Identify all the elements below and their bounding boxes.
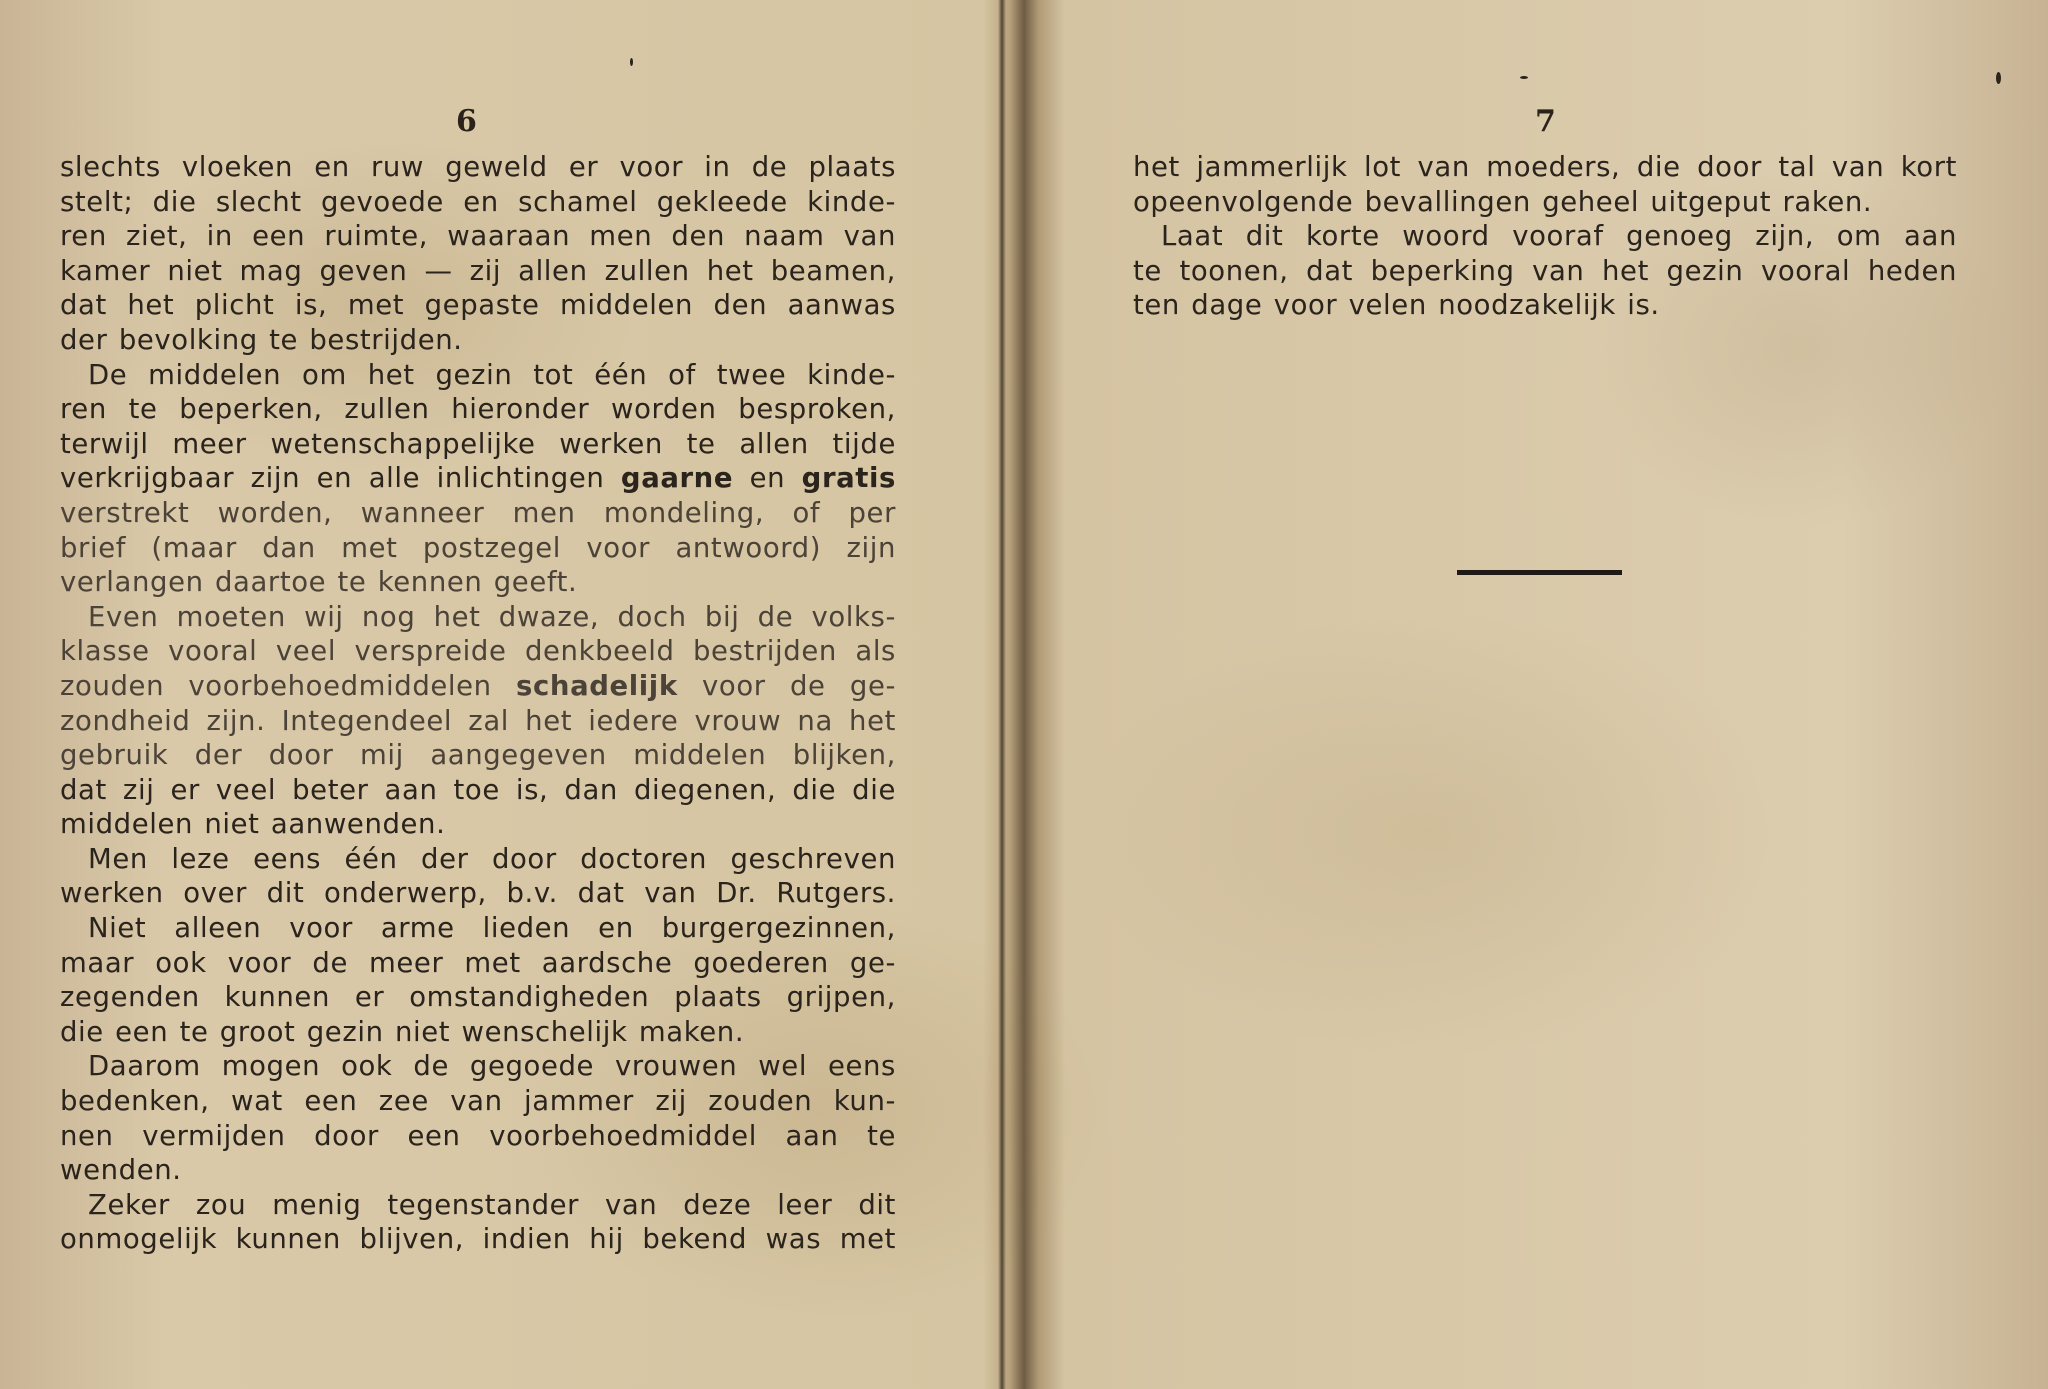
- text-line: [60, 600, 896, 635]
- text-line: [1133, 219, 1957, 254]
- text-line: [60, 946, 896, 981]
- text-line: [60, 392, 896, 427]
- text-line: [60, 565, 896, 600]
- text-segment: zegenden kunnen er omstandigheden plaats grijpen,: [60, 981, 896, 1014]
- text-segment: voor de ge-: [677, 669, 896, 702]
- text-segment: middelen niet aanwenden.: [60, 808, 446, 841]
- text-line: [1133, 185, 1957, 220]
- text-line: [60, 461, 896, 496]
- text-line: [60, 876, 896, 911]
- text-segment: stelt; die slecht gevoede en schamel gekleede kinde-: [60, 185, 896, 218]
- emphasized-word: gaarne: [620, 462, 734, 495]
- text-segment: ren ziet, in een ruimte, waaraan men den naam van: [60, 220, 896, 253]
- text-segment: Niet alleen voor arme lieden en burgergezinnen,: [88, 912, 896, 945]
- text-segment: bedenken, wat een zee van jammer zij zouden kun-: [60, 1085, 896, 1118]
- text-segment: dat zij er veel beter aan toe is, dan diegenen, die die: [60, 773, 896, 806]
- text-segment: Even moeten wij nog het dwaze, doch bij de volks-: [88, 600, 896, 633]
- text-segment: Daarom mogen ook de gegoede vrouwen wel eens: [88, 1050, 896, 1083]
- left-page: [0, 0, 1000, 1389]
- text-segment: maar ook voor de meer met aardsche goederen ge-: [60, 946, 896, 979]
- text-line: [60, 219, 896, 254]
- text-segment: die een te groot gezin niet wenschelijk maken.: [60, 1015, 745, 1048]
- text-line: [60, 773, 896, 808]
- text-line: [1133, 150, 1957, 185]
- text-segment: opeenvolgende bevallingen geheel uitgeput raken.: [1133, 185, 1873, 218]
- text-line: [60, 254, 896, 289]
- text-line: [60, 150, 896, 185]
- text-segment: zondheid zijn. Integendeel zal het iedere vrouw na het: [60, 704, 896, 737]
- text-segment: kamer niet mag geven — zij allen zullen het beamen,: [60, 254, 896, 287]
- left-page-text: [60, 150, 896, 1257]
- text-line: [60, 1084, 896, 1119]
- text-line: [60, 634, 896, 669]
- text-segment: ten dage voor velen noodzakelijk is.: [1133, 289, 1660, 322]
- text-line: [60, 842, 896, 877]
- emphasized-word: gratis: [801, 462, 897, 495]
- page-number-7: 7: [1535, 104, 1556, 139]
- text-line: [60, 1222, 896, 1257]
- text-segment: verkrijgbaar zijn en alle inlichtingen: [60, 462, 621, 495]
- text-segment: terwijl meer wetenschappelijke werken te allen tijde: [60, 427, 896, 460]
- text-segment: Laat dit korte woord vooraf genoeg zijn, om aan: [1161, 220, 1957, 253]
- text-line: [60, 427, 896, 462]
- text-line: [60, 531, 896, 566]
- text-line: [60, 669, 896, 704]
- text-segment: Zeker zou menig tegenstander van deze leer dit: [88, 1188, 896, 1221]
- text-line: [60, 496, 896, 531]
- text-line: [60, 358, 896, 393]
- paper-speck: [1996, 72, 2001, 84]
- text-segment: wenden.: [60, 1154, 182, 1187]
- text-segment: te toonen, dat beperking van het gezin vooral heden: [1133, 254, 1957, 287]
- text-line: [60, 1119, 896, 1154]
- text-segment: zouden voorbehoedmiddelen: [60, 669, 517, 702]
- text-segment: verstrekt worden, wanneer men mondeling, of per: [60, 496, 896, 529]
- text-segment: ren te beperken, zullen hieronder worden besproken,: [60, 393, 896, 426]
- text-segment: nen vermijden door een voorbehoedmiddel aan te: [60, 1119, 896, 1152]
- text-segment: dat het plicht is, met gepaste middelen den aanwas: [60, 289, 896, 322]
- text-segment: klasse vooral veel verspreide denkbeeld bestrijden als: [60, 635, 896, 668]
- text-line: [60, 980, 896, 1015]
- text-segment: en: [733, 462, 802, 495]
- text-segment: onmogelijk kunnen blijven, indien hij bekend was met: [60, 1223, 896, 1256]
- emphasized-word: schadelijk: [516, 669, 678, 702]
- text-segment: verlangen daartoe te kennen geeft.: [60, 566, 578, 599]
- text-line: [60, 1188, 896, 1223]
- text-segment: der bevolking te bestrijden.: [60, 323, 463, 356]
- text-line: [1133, 288, 1957, 323]
- text-segment: het jammerlijk lot van moeders, die door tal van kort: [1133, 151, 1957, 183]
- text-line: [60, 288, 896, 323]
- paper-speck: [1520, 76, 1528, 79]
- text-line: [60, 1049, 896, 1084]
- right-page: [1005, 0, 2048, 1389]
- text-line: [1133, 254, 1957, 289]
- text-line: [60, 704, 896, 739]
- text-segment: brief (maar dan met postzegel voor antwoord) zijn: [60, 531, 896, 564]
- text-segment: gebruik der door mij aangegeven middelen blijken,: [60, 739, 896, 772]
- text-line: [60, 185, 896, 220]
- text-line: [60, 1015, 896, 1050]
- text-segment: Men leze eens één der door doctoren geschreven: [88, 842, 896, 875]
- end-rule: [1457, 570, 1622, 575]
- text-segment: werken over dit onderwerp, b.v. dat van Dr. Rutgers.: [60, 877, 896, 910]
- page-number-6: 6: [456, 104, 477, 139]
- text-line: [60, 807, 896, 842]
- paper-speck: [630, 58, 633, 66]
- text-line: [60, 911, 896, 946]
- text-line: [60, 323, 896, 358]
- right-page-text: [1133, 150, 1957, 323]
- text-segment: slechts vloeken en ruw geweld er voor in de plaats: [60, 151, 896, 183]
- text-line: [60, 1153, 896, 1188]
- text-segment: De middelen om het gezin tot één of twee kinde-: [88, 358, 896, 391]
- text-line: [60, 738, 896, 773]
